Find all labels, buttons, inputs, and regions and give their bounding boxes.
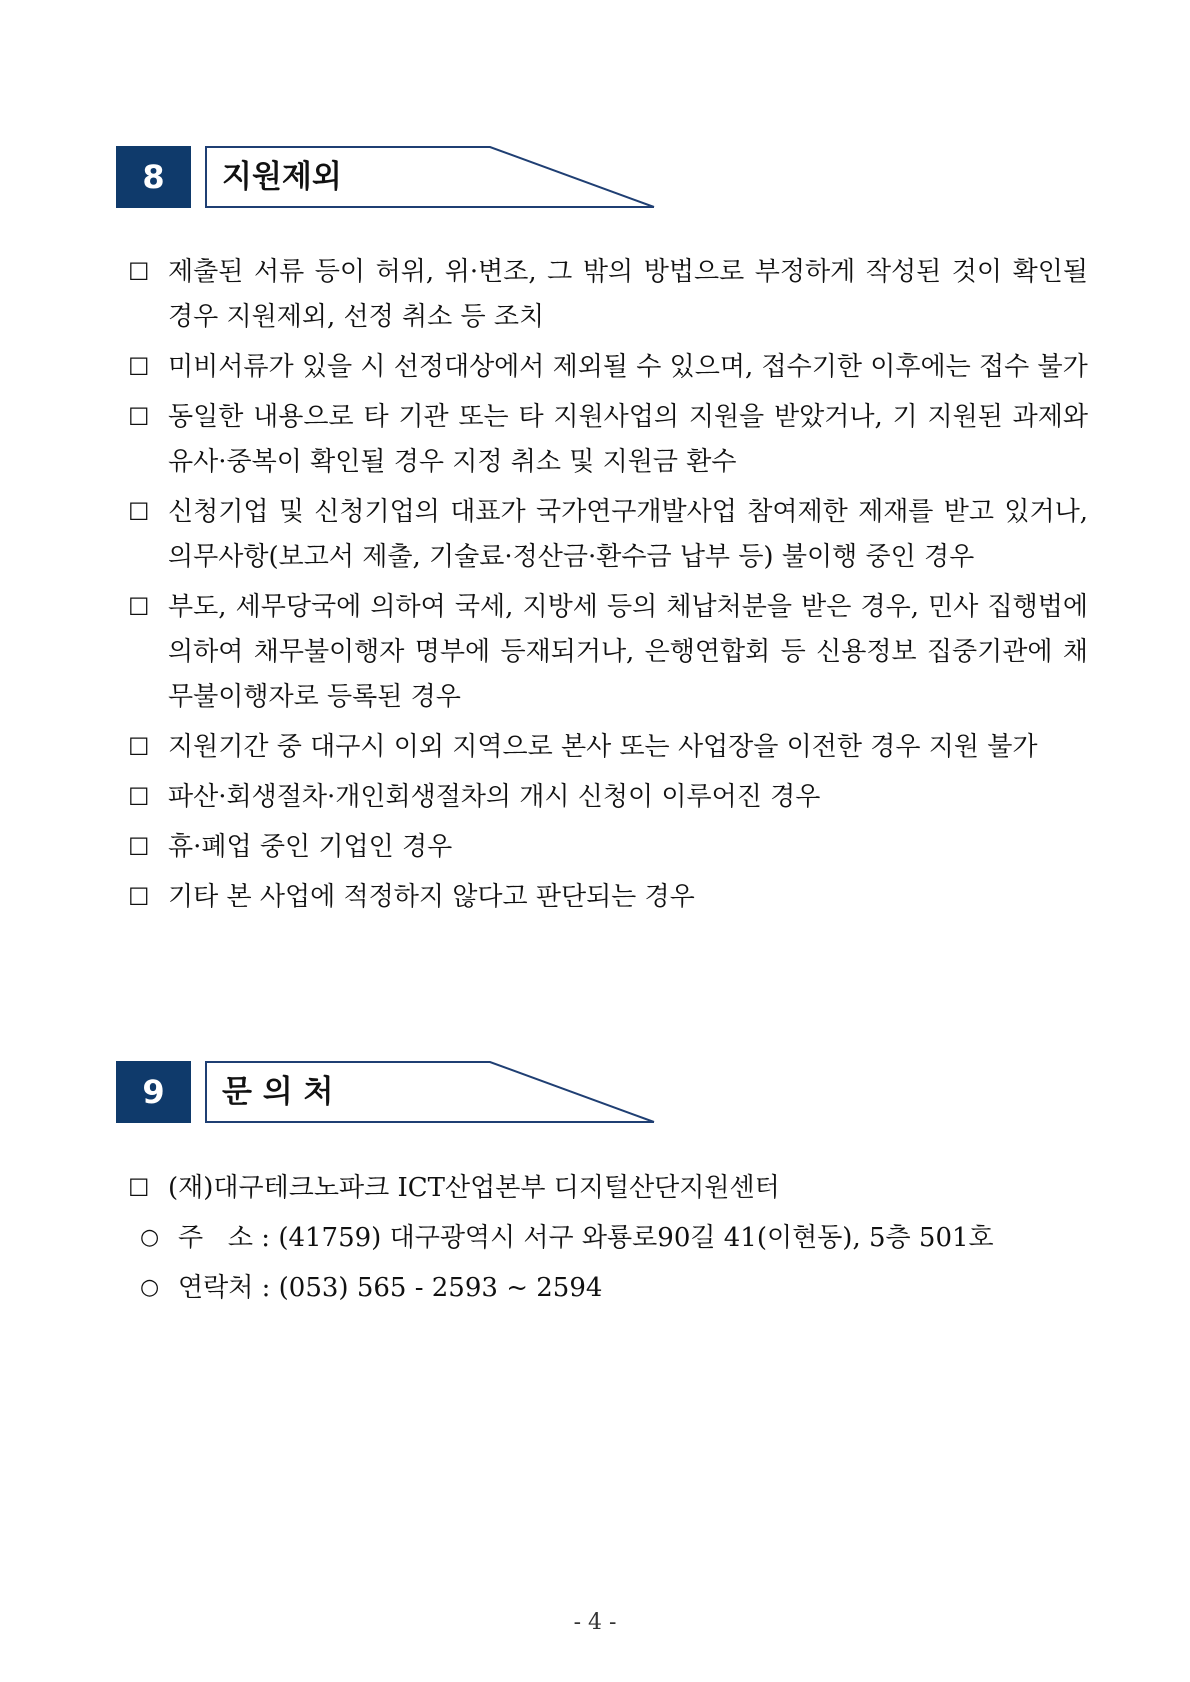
list-item <box>128 490 1088 580</box>
list-item-text: 미비서류가 있을 시 선정대상에서 제외될 수 있으며, 접수기한 이후에는 접수 불가 <box>168 352 1088 382</box>
list-item-text: 제출된 서류 등이 허위, 위·변조, 그 밖의 방법으로 부정하게 작성된 것이 확인될 경우 지원제외, 선정 취소 등 조치 <box>168 257 1088 332</box>
checkbox-bullet-icon: ☐ <box>128 258 150 286</box>
section-header-8 <box>116 146 660 208</box>
list-item <box>128 775 1088 820</box>
list-item <box>128 825 1088 870</box>
section-number-badge: 8 <box>116 146 191 208</box>
phone-value: : (053) 565 - 2593 ~ 2594 <box>253 1273 603 1303</box>
circle-bullet-icon: ○ <box>140 1225 160 1250</box>
checkbox-bullet-icon: ☐ <box>128 883 150 911</box>
checkbox-bullet-icon: ☐ <box>128 833 150 861</box>
checkbox-bullet-icon: ☐ <box>128 403 150 431</box>
list-item-text: 지원기간 중 대구시 이외 지역으로 본사 또는 사업장을 이전한 경우 지원 불가 <box>168 732 1038 762</box>
list-item-text: 부도, 세무당국에 의하여 국세, 지방세 등의 체납처분을 받은 경우, 민사 집행법에 의하여 채무불이행자 명부에 등재되거나, 은행연합회 등 신용정보 집중기관에 채무불이행자로 등록된 경우 <box>168 592 1088 712</box>
list-item <box>128 395 1088 485</box>
exclusion-list <box>128 250 1088 925</box>
address-label: 주 소 <box>178 1223 254 1253</box>
contact-org: (재)대구테크노파크 ICT산업본부 디지털산단지원센터 <box>168 1173 780 1203</box>
circle-bullet-icon: ○ <box>140 1275 160 1300</box>
contact-org-row <box>128 1163 1088 1213</box>
checkbox-bullet-icon: ☐ <box>128 1174 150 1202</box>
section-title: 문 의 처 <box>222 1074 334 1110</box>
list-item-text: 기타 본 사업에 적정하지 않다고 판단되는 경우 <box>168 882 695 912</box>
list-item-text: 신청기업 및 신청기업의 대표가 국가연구개발사업 참여제한 제재를 받고 있거나, 의무사항(보고서 제출, 기술료·정산금·환수금 납부 등) 불이행 중인 경우 <box>168 497 1088 572</box>
checkbox-bullet-icon: ☐ <box>128 783 150 811</box>
checkbox-bullet-icon: ☐ <box>128 353 150 381</box>
contact-block <box>128 1163 1088 1313</box>
checkbox-bullet-icon: ☐ <box>128 593 150 621</box>
section-number-badge: 9 <box>116 1061 191 1123</box>
list-item-text: 동일한 내용으로 타 기관 또는 타 지원사업의 지원을 받았거나, 기 지원된 과제와 유사·중복이 확인될 경우 지정 취소 및 지원금 환수 <box>168 402 1088 477</box>
list-item <box>128 875 1088 920</box>
list-item <box>128 585 1088 720</box>
list-item <box>128 250 1088 340</box>
list-item-text: 휴·폐업 중인 기업인 경우 <box>168 832 453 862</box>
list-item-text: 파산·회생절차·개인회생절차의 개시 신청이 이루어진 경우 <box>168 782 821 812</box>
address-row <box>128 1213 1088 1263</box>
section-header-9 <box>116 1061 660 1123</box>
phone-row <box>128 1263 1088 1313</box>
page-number: - 4 - <box>573 1610 617 1635</box>
checkbox-bullet-icon: ☐ <box>128 498 150 526</box>
list-item <box>128 345 1088 390</box>
section-title: 지원제외 <box>222 159 342 195</box>
phone-label: 연락처 <box>178 1273 254 1303</box>
address-value: : (41759) 대구광역시 서구 와룡로90길 41(이현동), 5층 501호 <box>253 1223 994 1253</box>
checkbox-bullet-icon: ☐ <box>128 733 150 761</box>
list-item <box>128 725 1088 770</box>
